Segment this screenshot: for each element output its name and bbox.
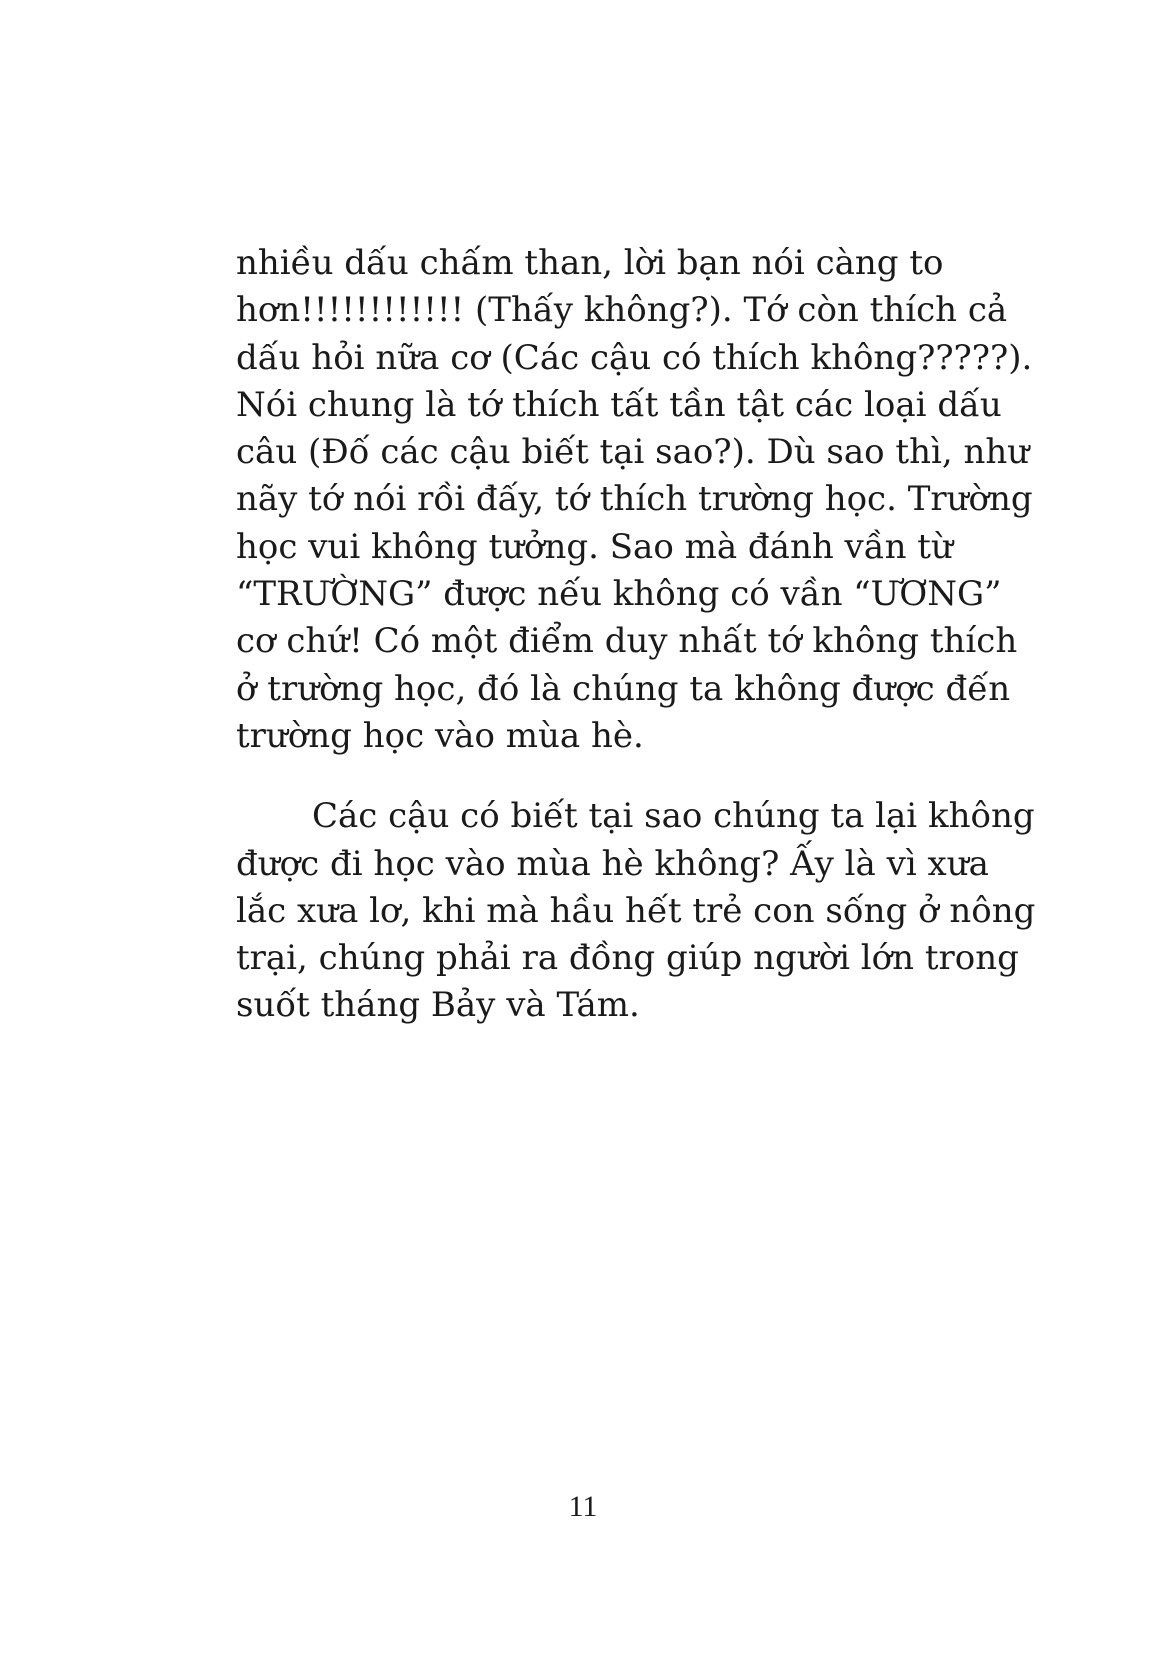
text-line: lắc xưa lơ, khi mà hầu hết trẻ con sống ở nông: [236, 890, 1036, 931]
page-number: 11: [568, 1490, 598, 1523]
text-line: được đi học vào mùa hè không? Ấy là vì xưa: [236, 843, 989, 884]
text-line: nhiều dấu chấm than, lời bạn nói càng to: [236, 243, 944, 283]
text-line: suốt tháng Bảy và Tám.: [236, 985, 640, 1026]
text-line: dấu hỏi nữa cơ (Các cậu có thích không?????).: [236, 337, 1033, 378]
text-line: trường học vào mùa hè.: [236, 715, 644, 756]
text-line: trại, chúng phải ra đồng giúp người lớn trong: [236, 938, 1019, 979]
body-text: [236, 240, 1036, 1030]
text-line: nãy tớ nói rồi đấy, tớ thích trường học. Trường: [236, 479, 1033, 520]
paragraph-spacer: [236, 760, 938, 793]
text-line: câu (Đố các cậu biết tại sao?). Dù sao thì, như: [236, 432, 1030, 473]
text-line: cơ chứ! Có một điểm duy nhất tớ không thích: [236, 621, 1018, 662]
text-line: “TRƯỜNG” được nếu không có vần “ƯƠNG”: [236, 574, 1002, 615]
text-line: hơn!!!!!!!!!!!! (Thấy không?). Tớ còn thích cả: [236, 290, 1008, 331]
text-line: ở trường học, đó là chúng ta không được đến: [236, 668, 1011, 709]
text-line: học vui không tưởng. Sao mà đánh vần từ: [236, 526, 953, 567]
paragraph-2: [236, 793, 1036, 1029]
text-line: Các cậu có biết tại sao chúng ta lại không: [312, 796, 1035, 837]
paragraph-1: [236, 240, 1033, 760]
text-line: Nói chung là tớ thích tất tần tật các loại dấu: [236, 384, 1002, 425]
